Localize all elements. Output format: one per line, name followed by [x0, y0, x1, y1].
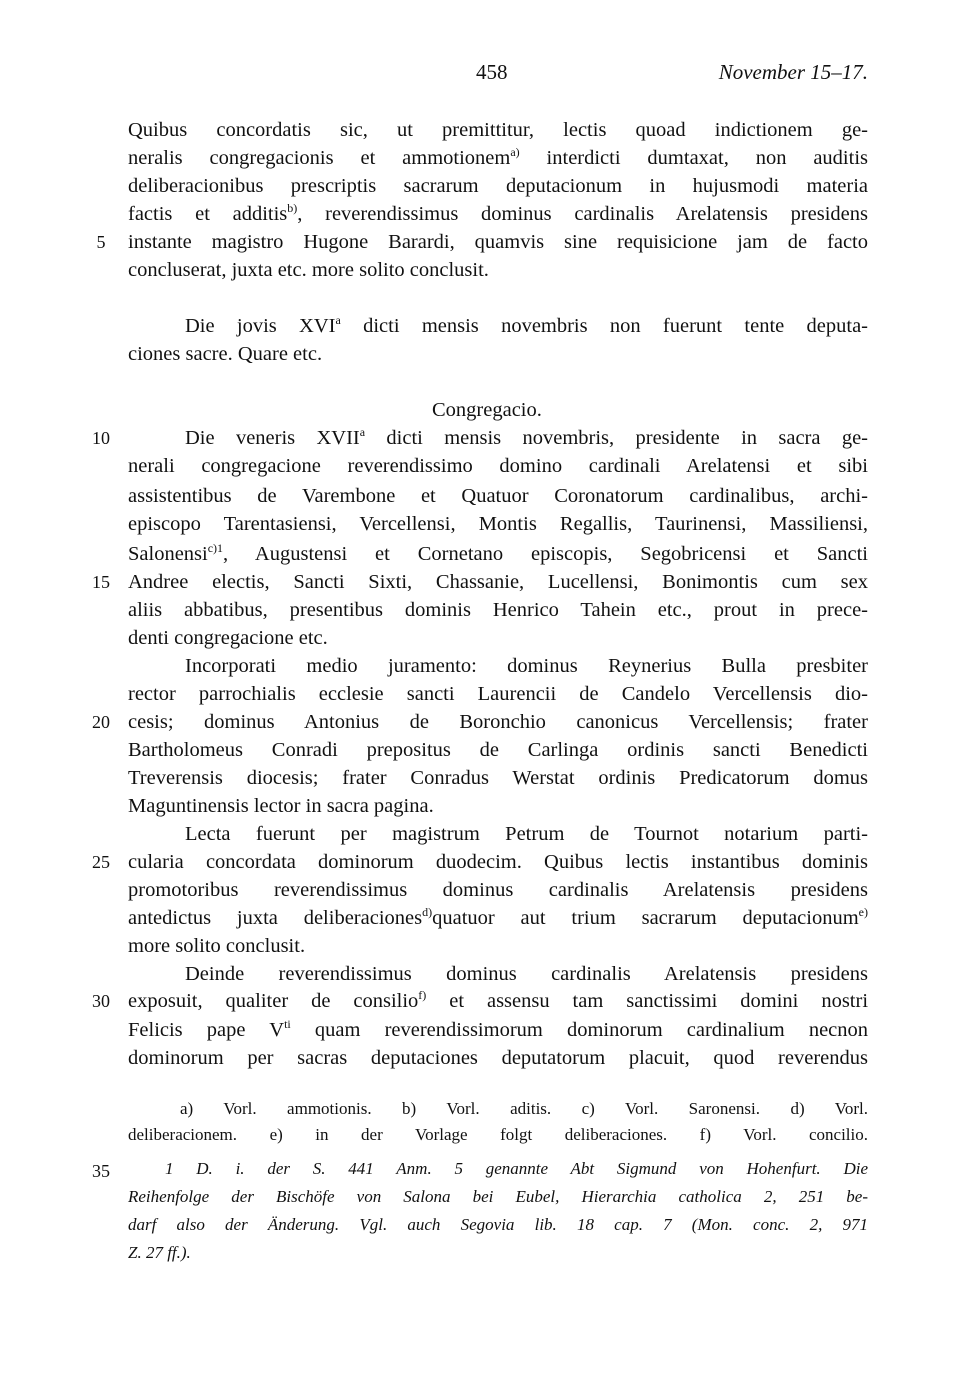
text-line: cularia concordata dominorum duodecim. Quibus lectis instantibus dominis: [128, 851, 868, 873]
text-line: Incorporati medio juramento: dominus Reynerius Bulla presbiter: [185, 655, 868, 677]
text-line: promotoribus reverendissimus dominus cardinalis Arelatensis presidens: [128, 879, 868, 901]
line-number: 20: [92, 712, 110, 732]
text-line: deliberacionibus prescriptis sacrarum deputacionum in hujusmodi materia: [128, 175, 868, 197]
text-line: concluserat, juxta etc. more solito conclusit.: [128, 259, 489, 281]
text-line: antedictus juxta deliberaciones$^{d)}$quatuor aut trium sacrarum deputacionum$^{e)}$: [128, 905, 868, 929]
apparatus-line: a) Vorl. ammotionis. b) Vorl. aditis. c) Vorl. Saronensi. d) Vorl.: [180, 1099, 868, 1118]
line-number: 5: [96, 232, 106, 252]
running-head: November 15–17.: [718, 60, 868, 84]
line-number: 30: [92, 991, 110, 1011]
text-line: cesis; dominus Antonius de Boronchio canonicus Vercellensis; frater: [128, 711, 868, 733]
text-line: aliis abbatibus, presentibus dominis Henrico Tahein etc., prout in prece-: [128, 599, 868, 621]
text-line: neralis congregacionis et ammotionem$^{a)}$ interdicti dumtaxat, non auditis: [128, 145, 868, 169]
section-heading: Congregacio.: [432, 399, 542, 421]
text-line: ciones sacre. Quare etc.: [128, 343, 323, 365]
text-line: rector parrochialis ecclesie sancti Laurencii de Candelo Vercellensis dio-: [128, 683, 868, 705]
text-line: more solito conclusit.: [128, 935, 306, 957]
text-line: exposuit, qualiter de consilio$^{f)}$ et assensu tam sanctissimi domini nostri: [128, 988, 869, 1012]
line-number: 10: [92, 428, 110, 448]
text-line: assistentibus de Varembone et Quatuor Coronatorum cardinalibus, archi-: [128, 485, 868, 507]
line-number: 25: [92, 852, 110, 872]
text-line: instante magistro Hugone Barardi, quamvis sine requisicione jam de facto: [128, 231, 868, 253]
footnote-line: Z. 27 ff.).: [128, 1243, 191, 1262]
text-line: Andree electis, Sancti Sixti, Chassanie, Lucellensi, Bonimontis cum sex: [128, 571, 868, 593]
text-line: Felicis pape $V^{ti}$ quam reverendissimorum dominorum cardinalium necnon: [128, 1017, 869, 1041]
page-header: [128, 60, 868, 90]
text-line: Treverensis diocesis; frater Conradus Werstat ordinis Predicatorum domus: [128, 767, 868, 789]
footnote-line: 1 D. i. der S. 441 Anm. 5 genannte Abt Sigmund von Hohenfurt. Die: [165, 1159, 868, 1178]
text-line: Die jovis XVI$^a$ dicti mensis novembris non fuerunt tente deputa-: [185, 313, 869, 337]
text-line: Deinde reverendissimus dominus cardinalis Arelatensis presidens: [185, 963, 868, 985]
text-line: episcopo Tarentasiensi, Vercellensi, Montis Regallis, Taurinensi, Massiliensi,: [128, 513, 868, 535]
line-number: 15: [92, 572, 110, 592]
text-line: Bartholomeus Conradi prepositus de Carlinga ordinis sancti Benedicti: [128, 739, 868, 761]
text-line: denti congregacione etc.: [128, 627, 328, 649]
line-number: 35: [92, 1161, 110, 1181]
text-line: Quibus concordatis sic, ut premittitur, lectis quoad indictionem ge-: [128, 119, 868, 141]
text-line: factis et additis$^{b)}$, reverendissimus dominus cardinalis Arelatensis presidens: [128, 201, 868, 225]
text-line: nerali congregacione reverendissimo domino cardinali Arelatensi et sibi: [128, 455, 868, 477]
footnote-line: Reihenfolge der Bischöfe von Salona bei Eubel, Hierarchia catholica 2, 251 be-: [128, 1187, 868, 1206]
text-line: Lecta fuerunt per magistrum Petrum de Tournot notarium parti-: [185, 823, 868, 845]
apparatus-line: deliberacionem. e) in der Vorlage folgt deliberaciones. f) Vorl. concilio.: [128, 1125, 868, 1144]
footnote-line: darf also der Änderung. Vgl. auch Segovia lib. 18 cap. 7 (Mon. conc. 2, 971: [128, 1215, 868, 1234]
page-number: 458: [476, 60, 508, 84]
text-line: Die veneris XVII$^a$ dicti mensis novembris, presidente in sacra ge-: [185, 425, 868, 449]
text-line: Maguntinensis lector in sacra pagina.: [128, 795, 434, 817]
text-line: dominorum per sacras deputaciones deputatorum placuit, quod reverendus: [128, 1047, 868, 1069]
text-line: Salonensi$^{c)1}$, Augustensi et Cornetano episcopis, Segobricensi et Sancti: [128, 541, 868, 565]
